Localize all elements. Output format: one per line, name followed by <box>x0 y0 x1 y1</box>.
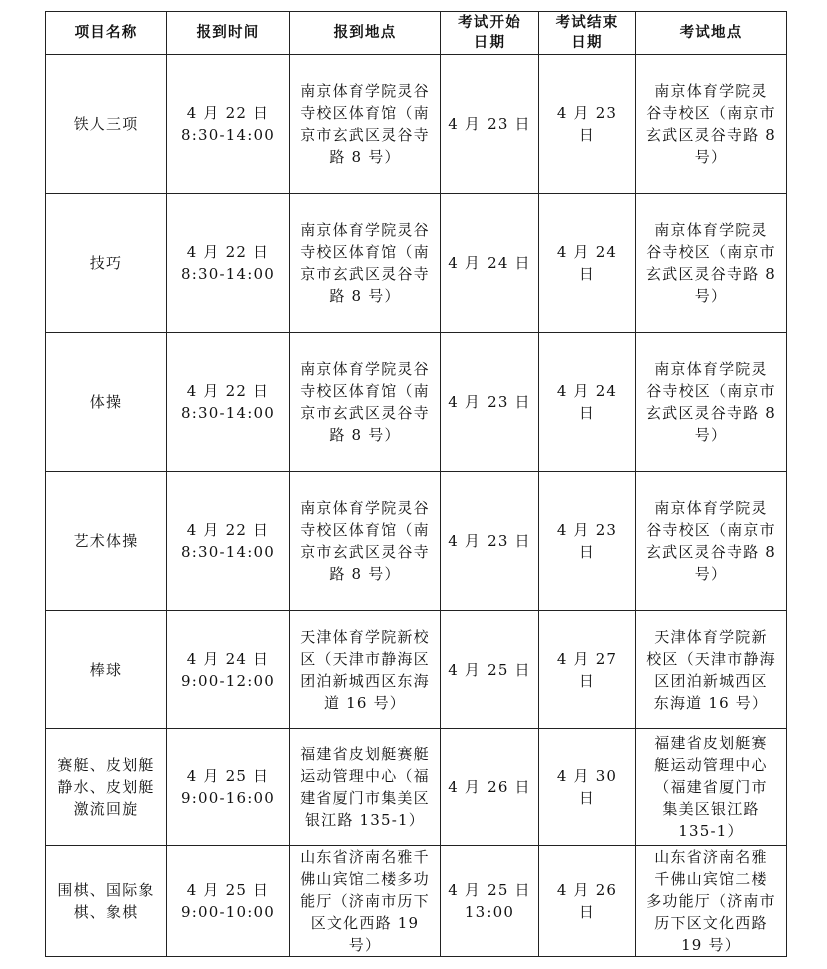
cell-text-line: 技巧 <box>89 254 123 272</box>
cell-text-line: 4 月 25 日 <box>186 767 270 785</box>
cell-text-line: 寺校区体育馆（南 <box>300 382 430 400</box>
cell-text-line: 京市玄武区灵谷寺 <box>300 126 430 144</box>
cell-text-line: 千佛山宾馆二楼 <box>654 870 768 888</box>
header-exam-start: 考试开始 日期 <box>441 12 539 55</box>
cell-text-line: 路 8 号） <box>329 148 401 166</box>
cell-reg-time <box>167 611 290 729</box>
cell-exam-place <box>636 611 787 729</box>
cell-text-line: 天津体育学院新 <box>654 627 768 646</box>
cell-text-line: 南京体育学院灵谷 <box>300 499 430 517</box>
cell-exam-place <box>636 194 787 333</box>
cell-item <box>46 333 167 472</box>
table-row <box>46 333 787 472</box>
cell-exam-end <box>539 55 636 194</box>
cell-exam-place <box>636 846 787 957</box>
cell-text-line: 东海道 16 号） <box>653 693 769 712</box>
cell-text-line: 艺术体操 <box>73 532 139 550</box>
cell-text-line: 玄武区灵谷寺路 8 <box>645 543 777 561</box>
cell-text-line: 天津体育学院新校 <box>300 627 430 646</box>
cell-text-line: 4 月 24 日 <box>186 649 270 668</box>
table-row <box>46 55 787 194</box>
cell-text-line: 4 月 23 日 <box>556 104 618 144</box>
cell-text-line: 4 月 26 日 <box>448 778 531 796</box>
table-row <box>46 194 787 333</box>
cell-text-line: 玄武区灵谷寺路 8 <box>645 404 777 422</box>
cell-text-line: 玄武区灵谷寺路 8 <box>645 126 777 144</box>
header-exam-place: 考试地点 <box>636 12 787 55</box>
cell-text-line: 玄武区灵谷寺路 8 <box>645 265 777 283</box>
cell-text-line: 寺校区体育馆（南 <box>300 104 430 122</box>
cell-text-line: 南京体育学院灵 <box>654 221 768 239</box>
table-row <box>46 846 787 957</box>
cell-text-line: 8:30-14:00 <box>181 543 275 561</box>
cell-reg-place <box>290 611 441 729</box>
cell-text-line: 团泊新城西区东海 <box>300 671 430 690</box>
cell-exam-end <box>539 194 636 333</box>
exam-schedule-table <box>45 11 787 957</box>
cell-text-line: 4 月 24 日 <box>556 382 618 422</box>
table-row <box>46 611 787 729</box>
cell-reg-place <box>290 194 441 333</box>
header-item: 项目名称 <box>46 12 167 55</box>
cell-item <box>46 194 167 333</box>
cell-text-line: 4 月 25 日 <box>448 660 531 679</box>
cell-exam-end <box>539 846 636 957</box>
cell-reg-place <box>290 846 441 957</box>
cell-text-line: 围棋、国际象 <box>57 881 155 899</box>
cell-text-line: 京市玄武区灵谷寺 <box>300 265 430 283</box>
cell-text-line: 13:00 <box>464 903 515 921</box>
cell-text-line: 集美区银江路 <box>662 800 760 818</box>
cell-text-line: 4 月 22 日 <box>186 104 270 122</box>
cell-text-line: 9:00-10:00 <box>181 903 275 921</box>
cell-exam-end <box>539 333 636 472</box>
cell-text-line: 山东省济南名雅千 <box>300 848 430 866</box>
cell-text-line: （福建省厦门市 <box>654 778 768 796</box>
cell-text-line: 南京体育学院灵 <box>654 82 768 100</box>
cell-reg-place <box>290 472 441 611</box>
header-row <box>46 12 787 55</box>
cell-exam-start <box>441 55 539 194</box>
cell-text-line: 寺校区体育馆（南 <box>300 243 430 261</box>
cell-text-line: 4 月 27 日 <box>556 649 618 690</box>
cell-exam-end <box>539 611 636 729</box>
cell-text-line: 福建省皮划艇赛艇 <box>300 745 430 763</box>
cell-reg-place <box>290 333 441 472</box>
cell-text-line: 4 月 25 日 <box>448 881 531 899</box>
cell-exam-start <box>441 194 539 333</box>
header-exam-end: 考试结束 日期 <box>539 12 636 55</box>
cell-text-line: 8:30-14:00 <box>181 126 275 144</box>
cell-text-line: 区文化西路 19 号） <box>310 914 420 954</box>
cell-text-line: 路 8 号） <box>329 287 401 305</box>
cell-text-line: 4 月 23 日 <box>448 393 531 411</box>
cell-reg-place <box>290 729 441 846</box>
cell-item <box>46 611 167 729</box>
cell-text-line: 银江路 135-1） <box>304 811 425 829</box>
cell-text-line: 8:30-14:00 <box>181 265 275 283</box>
table-row <box>46 472 787 611</box>
cell-reg-time <box>167 333 290 472</box>
cell-item <box>46 472 167 611</box>
cell-text-line: 号） <box>694 287 728 305</box>
cell-text-line: 京市玄武区灵谷寺 <box>300 404 430 422</box>
cell-text-line: 4 月 26 日 <box>556 881 618 921</box>
cell-text-line: 谷寺校区（南京市 <box>646 243 776 261</box>
cell-text-line: 京市玄武区灵谷寺 <box>300 543 430 561</box>
cell-text-line: 4 月 23 日 <box>448 532 531 550</box>
cell-reg-time <box>167 846 290 957</box>
cell-exam-start <box>441 846 539 957</box>
cell-text-line: 静水、皮划艇 <box>57 778 155 796</box>
cell-text-line: 路 8 号） <box>329 565 401 583</box>
header-reg-time: 报到时间 <box>167 12 290 55</box>
cell-item <box>46 55 167 194</box>
cell-exam-place <box>636 472 787 611</box>
cell-text-line: 山东省济南名雅 <box>654 848 768 866</box>
cell-text-line: 4 月 22 日 <box>186 382 270 400</box>
cell-text-line: 铁人三项 <box>73 115 139 133</box>
cell-text-line: 号） <box>694 148 728 166</box>
cell-text-line: 校区（天津市静海 <box>646 649 776 668</box>
cell-text-line: 谷寺校区（南京市 <box>646 521 776 539</box>
cell-text-line: 路 8 号） <box>329 426 401 444</box>
cell-text-line: 多功能厅（济南市 <box>646 892 776 910</box>
cell-text-line: 历下区文化西路 <box>654 914 768 932</box>
cell-exam-start <box>441 333 539 472</box>
cell-reg-time <box>167 194 290 333</box>
cell-text-line: 号） <box>694 565 728 583</box>
cell-text-line: 体操 <box>89 393 123 411</box>
cell-exam-start <box>441 729 539 846</box>
header-reg-place: 报到地点 <box>290 12 441 55</box>
cell-text-line: 4 月 22 日 <box>186 243 270 261</box>
cell-exam-end <box>539 472 636 611</box>
cell-text-line: 运动管理中心（福 <box>300 767 430 785</box>
cell-text-line: 能厅（济南市历下 <box>300 892 430 910</box>
cell-text-line: 建省厦门市集美区 <box>300 789 430 807</box>
cell-exam-start <box>441 611 539 729</box>
cell-text-line: 号） <box>694 426 728 444</box>
cell-text-line: 4 月 23 日 <box>556 521 618 561</box>
cell-text-line: 4 月 25 日 <box>186 881 270 899</box>
cell-text-line: 4 月 24 日 <box>556 243 618 283</box>
cell-item <box>46 846 167 957</box>
cell-text-line: 南京体育学院灵谷 <box>300 82 430 100</box>
cell-text-line: 4 月 22 日 <box>186 521 270 539</box>
cell-text-line: 4 月 30 日 <box>556 767 618 807</box>
cell-text-line: 南京体育学院灵谷 <box>300 221 430 239</box>
cell-text-line: 南京体育学院灵 <box>654 360 768 378</box>
cell-text-line: 4 月 23 日 <box>448 115 531 133</box>
cell-exam-end <box>539 729 636 846</box>
cell-text-line: 8:30-14:00 <box>181 404 275 422</box>
cell-reg-time <box>167 729 290 846</box>
cell-text-line: 佛山宾馆二楼多功 <box>300 870 430 888</box>
cell-text-line: 赛艇、皮划艇 <box>57 756 155 774</box>
cell-exam-place <box>636 55 787 194</box>
cell-reg-place <box>290 55 441 194</box>
cell-text-line: 9:00-16:00 <box>181 789 275 807</box>
cell-text-line: 谷寺校区（南京市 <box>646 104 776 122</box>
cell-item <box>46 729 167 846</box>
cell-text-line: 谷寺校区（南京市 <box>646 382 776 400</box>
cell-text-line: 道 16 号） <box>323 693 407 712</box>
cell-text-line: 区团泊新城西区 <box>654 671 768 690</box>
cell-text-line: 9:00-12:00 <box>181 671 275 690</box>
cell-exam-place <box>636 729 787 846</box>
cell-exam-place <box>636 333 787 472</box>
cell-text-line: 19 号） <box>681 936 741 954</box>
table-row <box>46 729 787 846</box>
cell-text-line: 135-1） <box>678 822 744 840</box>
cell-text-line: 寺校区体育馆（南 <box>300 521 430 539</box>
cell-reg-time <box>167 55 290 194</box>
cell-exam-start <box>441 472 539 611</box>
cell-text-line: 南京体育学院灵谷 <box>300 360 430 378</box>
cell-text-line: 4 月 24 日 <box>448 254 531 272</box>
cell-text-line: 棋、象棋 <box>73 903 139 921</box>
cell-text-line: 区（天津市静海区 <box>300 649 430 668</box>
cell-text-line: 艇运动管理中心 <box>654 756 768 774</box>
cell-text-line: 南京体育学院灵 <box>654 499 768 517</box>
cell-text-line: 激流回旋 <box>73 800 139 818</box>
cell-reg-time <box>167 472 290 611</box>
cell-text-line: 棒球 <box>89 660 123 679</box>
cell-text-line: 福建省皮划艇赛 <box>654 734 768 752</box>
